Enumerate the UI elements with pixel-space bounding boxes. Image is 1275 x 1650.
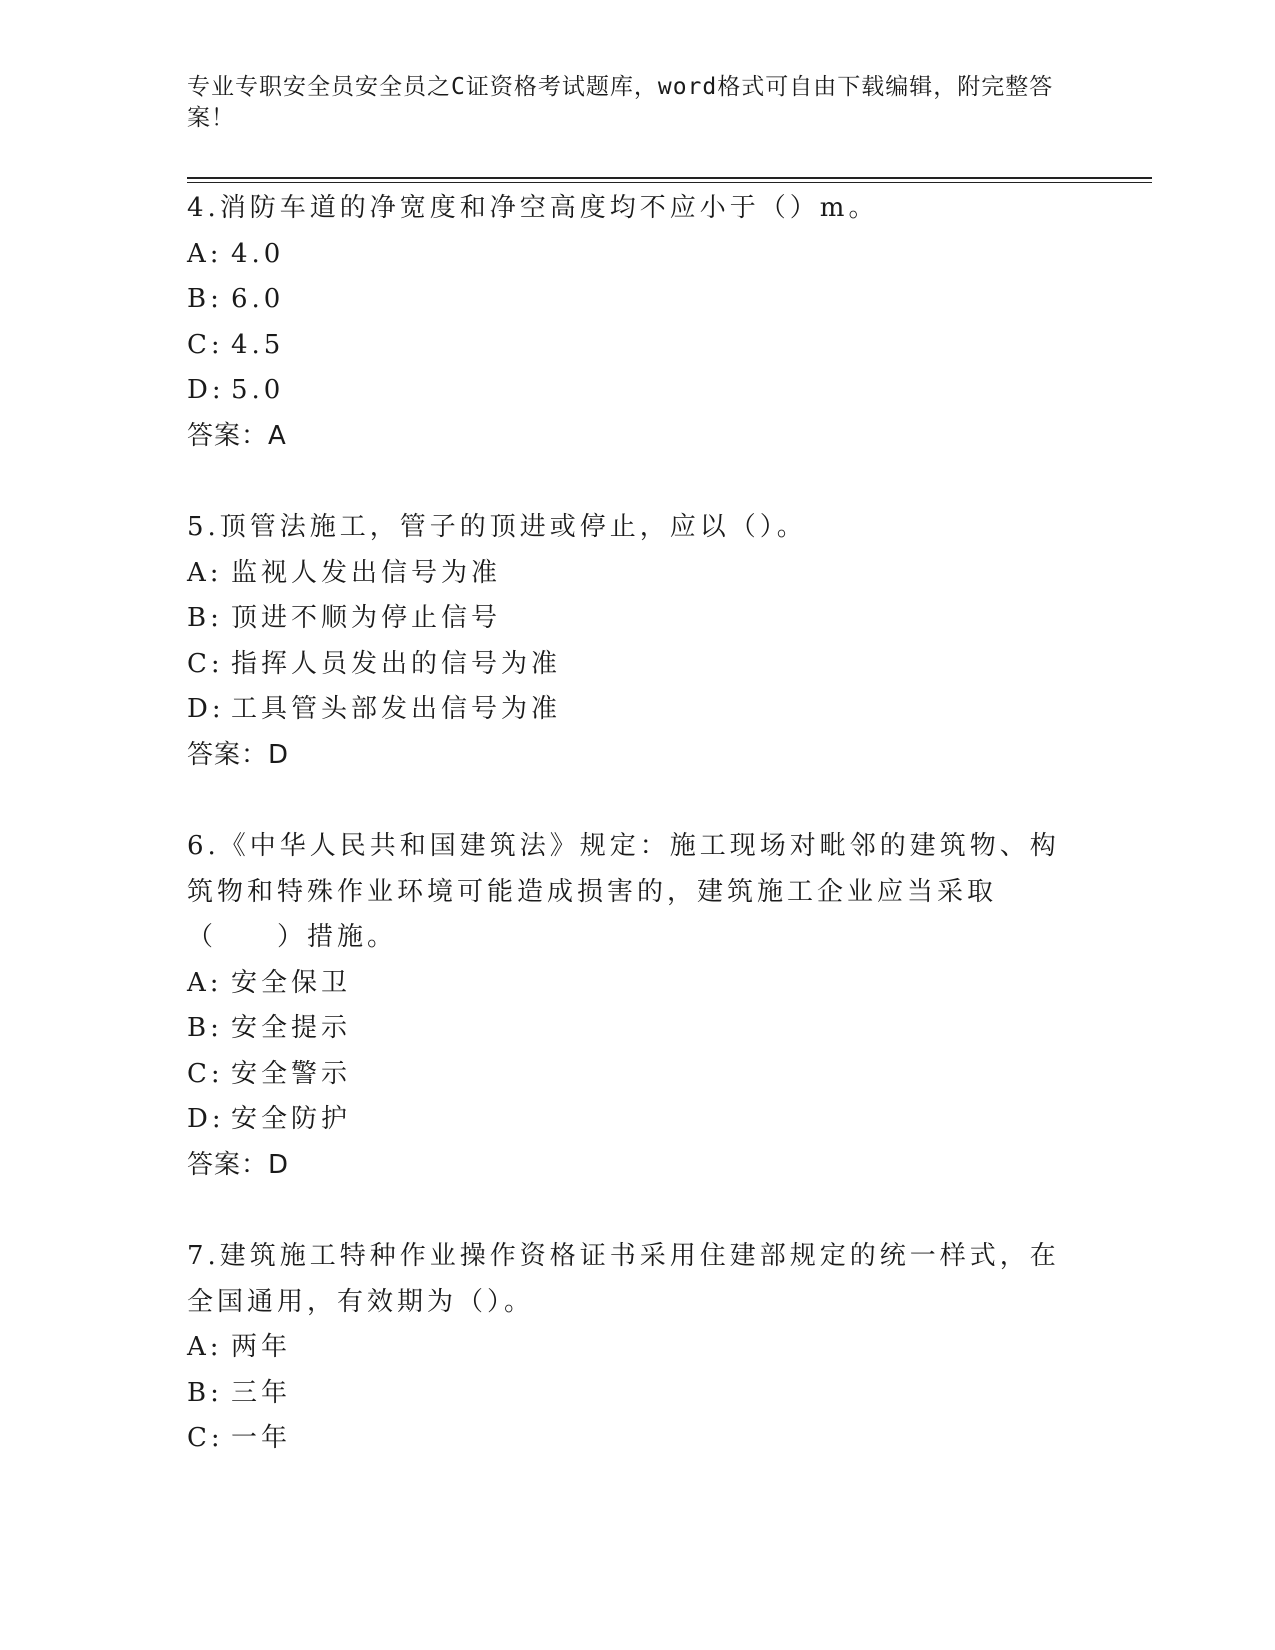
option-a — [187, 1325, 1087, 1371]
option-text: 一年 — [231, 1423, 292, 1453]
option-b — [187, 1371, 1087, 1417]
question-text: 5.顶管法施工，管子的顶进或停止，应以（）。 — [187, 512, 807, 542]
header-divider — [187, 177, 1152, 179]
option-letter: C: — [187, 329, 224, 360]
option-b — [187, 596, 1087, 642]
question-text: 6.《中华人民共和国建筑法》规定：施工现场对毗邻的建筑物、构筑物和特殊作业环境可能造成损害的，建筑施工企业应当采取（ ）措施。 — [187, 831, 1060, 952]
option-text: 安全提示 — [231, 1013, 352, 1043]
option-text: 工具管头部发出信号为准 — [231, 694, 562, 724]
option-text: 三年 — [231, 1377, 292, 1408]
option-text: 安全保卫 — [231, 967, 352, 998]
option-c — [187, 1416, 1087, 1462]
question-text: 4.消防车道的净宽度和净空高度均不应小于（）m。 — [187, 193, 879, 223]
option-text: 安全防护 — [231, 1104, 352, 1134]
option-d — [187, 687, 1087, 733]
question-5 — [187, 505, 1087, 778]
header-text: 专业专职安全员安全员之C证资格考试题库，word格式可自由下载编辑，附完整答案！ — [187, 74, 1054, 131]
option-d — [187, 368, 1087, 414]
option-letter: C: — [187, 1058, 224, 1089]
answer-text: 答案：D — [187, 1149, 290, 1180]
question-7 — [187, 1234, 1087, 1462]
answer-text: 答案：D — [187, 739, 290, 770]
option-text: 4.0 — [231, 238, 285, 269]
header-divider-thin — [187, 182, 1152, 183]
option-letter: C: — [187, 648, 224, 679]
option-text: 监视人发出信号为准 — [231, 557, 502, 588]
option-d — [187, 1097, 1087, 1143]
option-b — [187, 277, 1087, 323]
option-letter: D: — [187, 1104, 225, 1134]
option-letter: A: — [187, 967, 223, 998]
option-b — [187, 1006, 1087, 1052]
question-list — [187, 186, 1087, 1508]
option-a — [187, 961, 1087, 1007]
option-letter: A: — [187, 1332, 223, 1362]
option-text: 两年 — [231, 1332, 292, 1362]
option-letter: A: — [187, 557, 223, 588]
option-letter: B: — [187, 284, 223, 314]
option-c — [187, 642, 1087, 688]
question-text: 7.建筑施工特种作业操作资格证书采用住建部规定的统一样式，在全国通用，有效期为（）。 — [187, 1241, 1060, 1317]
option-letter: C: — [187, 1423, 224, 1453]
option-text: 顶进不顺为停止信号 — [231, 603, 502, 633]
option-c — [187, 1052, 1087, 1098]
option-text: 5.0 — [231, 375, 285, 405]
option-letter: D: — [187, 375, 225, 405]
option-text: 指挥人员发出的信号为准 — [231, 648, 562, 679]
option-letter: D: — [187, 694, 225, 724]
option-letter: B: — [187, 1377, 223, 1408]
option-text: 安全警示 — [231, 1058, 352, 1089]
question-6 — [187, 824, 1087, 1188]
option-letter: A: — [187, 238, 223, 269]
option-c — [187, 323, 1087, 369]
option-text: 4.5 — [231, 329, 285, 360]
option-text: 6.0 — [231, 284, 285, 314]
question-4 — [187, 186, 1087, 459]
option-letter: B: — [187, 1013, 223, 1043]
option-a — [187, 551, 1087, 597]
option-a — [187, 232, 1087, 278]
option-letter: B: — [187, 603, 223, 633]
answer-text: 答案：A — [187, 420, 287, 451]
